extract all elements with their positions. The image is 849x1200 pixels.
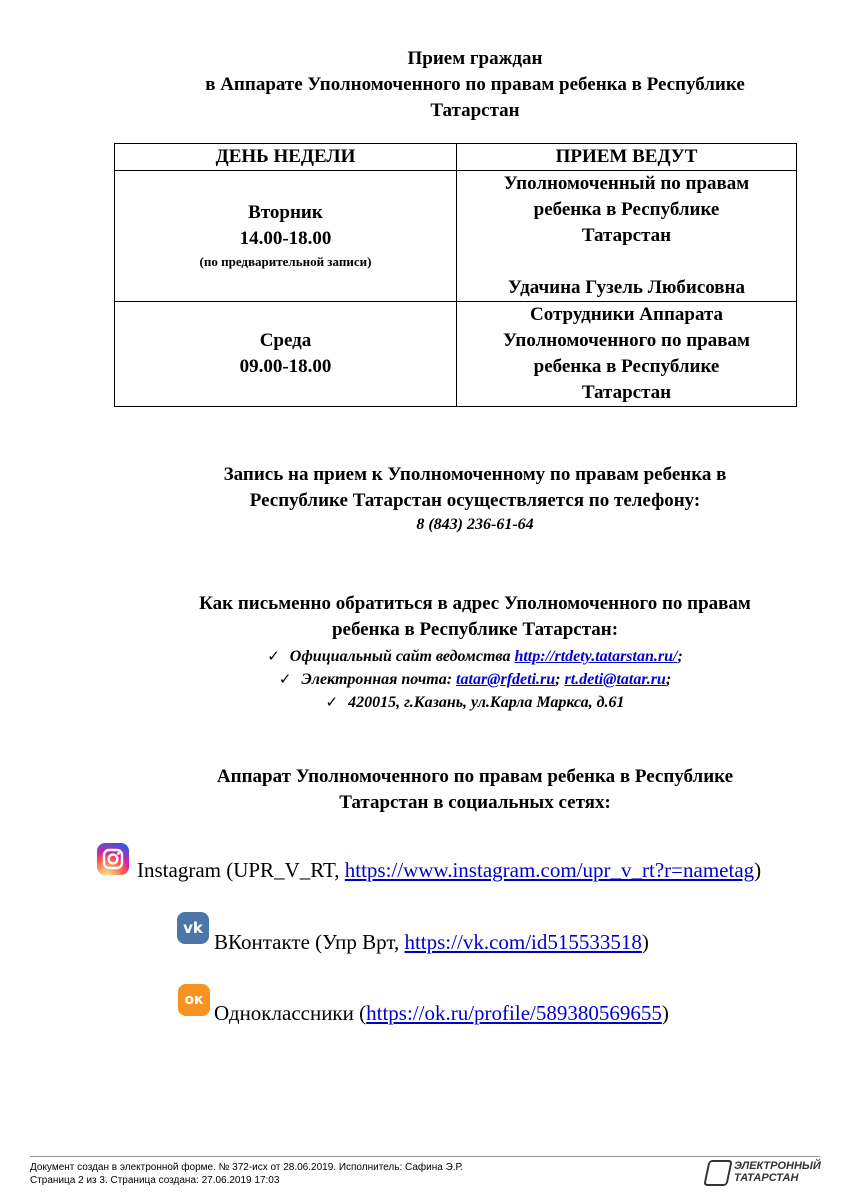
footer-divider	[30, 1156, 820, 1157]
ok-label: Одноклассники (	[214, 1001, 367, 1025]
email-link-1[interactable]: tatar@rfdeti.ru	[456, 671, 556, 688]
postal-address: 420015, г.Казань, ул.Карла Маркса, д.61	[348, 694, 625, 711]
instagram-link[interactable]: https://www.instagram.com/upr_v_rt?r=nametag	[344, 858, 755, 882]
day-time: 09.00-18.00	[239, 356, 332, 377]
list-item-address	[100, 691, 849, 714]
social-item-vk: ВКонтакте (Упр Врт, https://vk.com/id515533518)	[214, 930, 649, 954]
page-title	[100, 46, 849, 124]
host-line: Татарстан	[581, 382, 672, 403]
checkmark-icon: ✓	[325, 693, 339, 711]
logo-mark-icon	[703, 1160, 733, 1186]
ok-link[interactable]: https://ok.ru/profile/589380569655	[366, 1001, 662, 1025]
email-link-2[interactable]: rt.deti@tatar.ru	[564, 671, 666, 688]
host-name: Удачина Гузель Любисовна	[507, 277, 745, 298]
vk-label: ВКонтакте (Упр Врт,	[214, 930, 405, 954]
written-line-2: ребенка в Республике Татарстан:	[331, 619, 619, 640]
title-line-3: Татарстан	[430, 100, 520, 121]
checkmark-icon: ✓	[278, 670, 292, 688]
host-line: Татарстан	[581, 225, 672, 246]
footer-line-1: Документ создан в электронной форме. № 372-исх от 28.06.2019. Исполнитель: Сафина Э.Р.	[30, 1162, 464, 1173]
host-line: Уполномоченный по правам	[503, 173, 750, 194]
table-row	[115, 171, 797, 302]
table-row	[115, 302, 797, 407]
phone-number: 8 (843) 236-61-64	[416, 516, 534, 533]
website-link[interactable]: http://rtdety.tatarstan.ru/	[514, 648, 678, 665]
checkmark-icon: ✓	[267, 647, 280, 665]
logo-text-1: ЭЛЕКТРОННЫЙ	[734, 1160, 821, 1172]
social-section-heading	[100, 764, 849, 816]
day-cell	[115, 171, 457, 302]
appointment-section	[100, 462, 849, 536]
title-line-2: в Аппарате Уполномоченного по правам ребенка в Республике	[205, 74, 745, 95]
day-note: (по предварительной записи)	[199, 254, 372, 269]
day-time: 14.00-18.00	[239, 228, 332, 249]
day-name: Среда	[259, 330, 312, 351]
instagram-icon	[97, 843, 129, 875]
odnoklassniki-icon: ок	[178, 984, 210, 1016]
electronic-tatarstan-logo	[706, 1160, 821, 1186]
host-line: ребенка в Республике	[533, 356, 720, 377]
vk-link[interactable]: https://vk.com/id515533518	[404, 930, 642, 954]
social-line-1: Аппарат Уполномоченного по правам ребенка в Республике	[216, 766, 734, 787]
day-name: Вторник	[248, 202, 323, 223]
host-cell	[457, 171, 797, 302]
table-header-row	[115, 144, 797, 171]
appointment-line-1: Запись на прием к Уполномоченному по правам ребенка в	[223, 464, 727, 485]
footer-line-2: Страница 2 из 3. Страница создана: 27.06.2019 17:03	[30, 1175, 280, 1186]
title-line-1: Прием граждан	[407, 48, 543, 69]
written-appeal-section	[100, 591, 849, 714]
document-footer	[30, 1161, 463, 1187]
host-line: Сотрудники Аппарата	[529, 304, 724, 325]
schedule-table	[114, 143, 797, 407]
written-line-1: Как письменно обратиться в адрес Уполномоченного по правам	[199, 593, 751, 614]
column-header-day: ДЕНЬ НЕДЕЛИ	[115, 144, 457, 171]
column-header-host: ПРИЕМ ВЕДУТ	[457, 144, 797, 171]
appointment-line-2: Республике Татарстан осуществляется по телефону:	[249, 490, 701, 511]
list-item-website: ✓ Официальный сайт ведомства http://rtdety.tatarstan.ru/;	[267, 647, 683, 665]
instagram-label: Instagram (UPR_V_RT,	[137, 858, 345, 882]
vk-icon: vk	[177, 912, 209, 944]
logo-text-2: ТАТАРСТАН	[734, 1172, 799, 1184]
social-item-ok: Одноклассники (https://ok.ru/profile/589380569655)	[214, 1001, 669, 1025]
list-item-email: ✓ Электронная почта: tatar@rfdeti.ru; rt.deti@tatar.ru;	[278, 670, 672, 688]
email-label: Электронная почта:	[301, 671, 457, 688]
social-line-2: Татарстан в социальных сетях:	[339, 792, 611, 813]
social-item-instagram: Instagram (UPR_V_RT, https://www.instagram.com/upr_v_rt?r=nametag)	[137, 858, 762, 882]
host-line: ребенка в Республике	[533, 199, 720, 220]
host-cell	[457, 302, 797, 407]
host-line: Уполномоченного по правам	[503, 330, 750, 351]
day-cell	[115, 302, 457, 407]
website-label: Официальный сайт ведомства	[289, 648, 515, 665]
